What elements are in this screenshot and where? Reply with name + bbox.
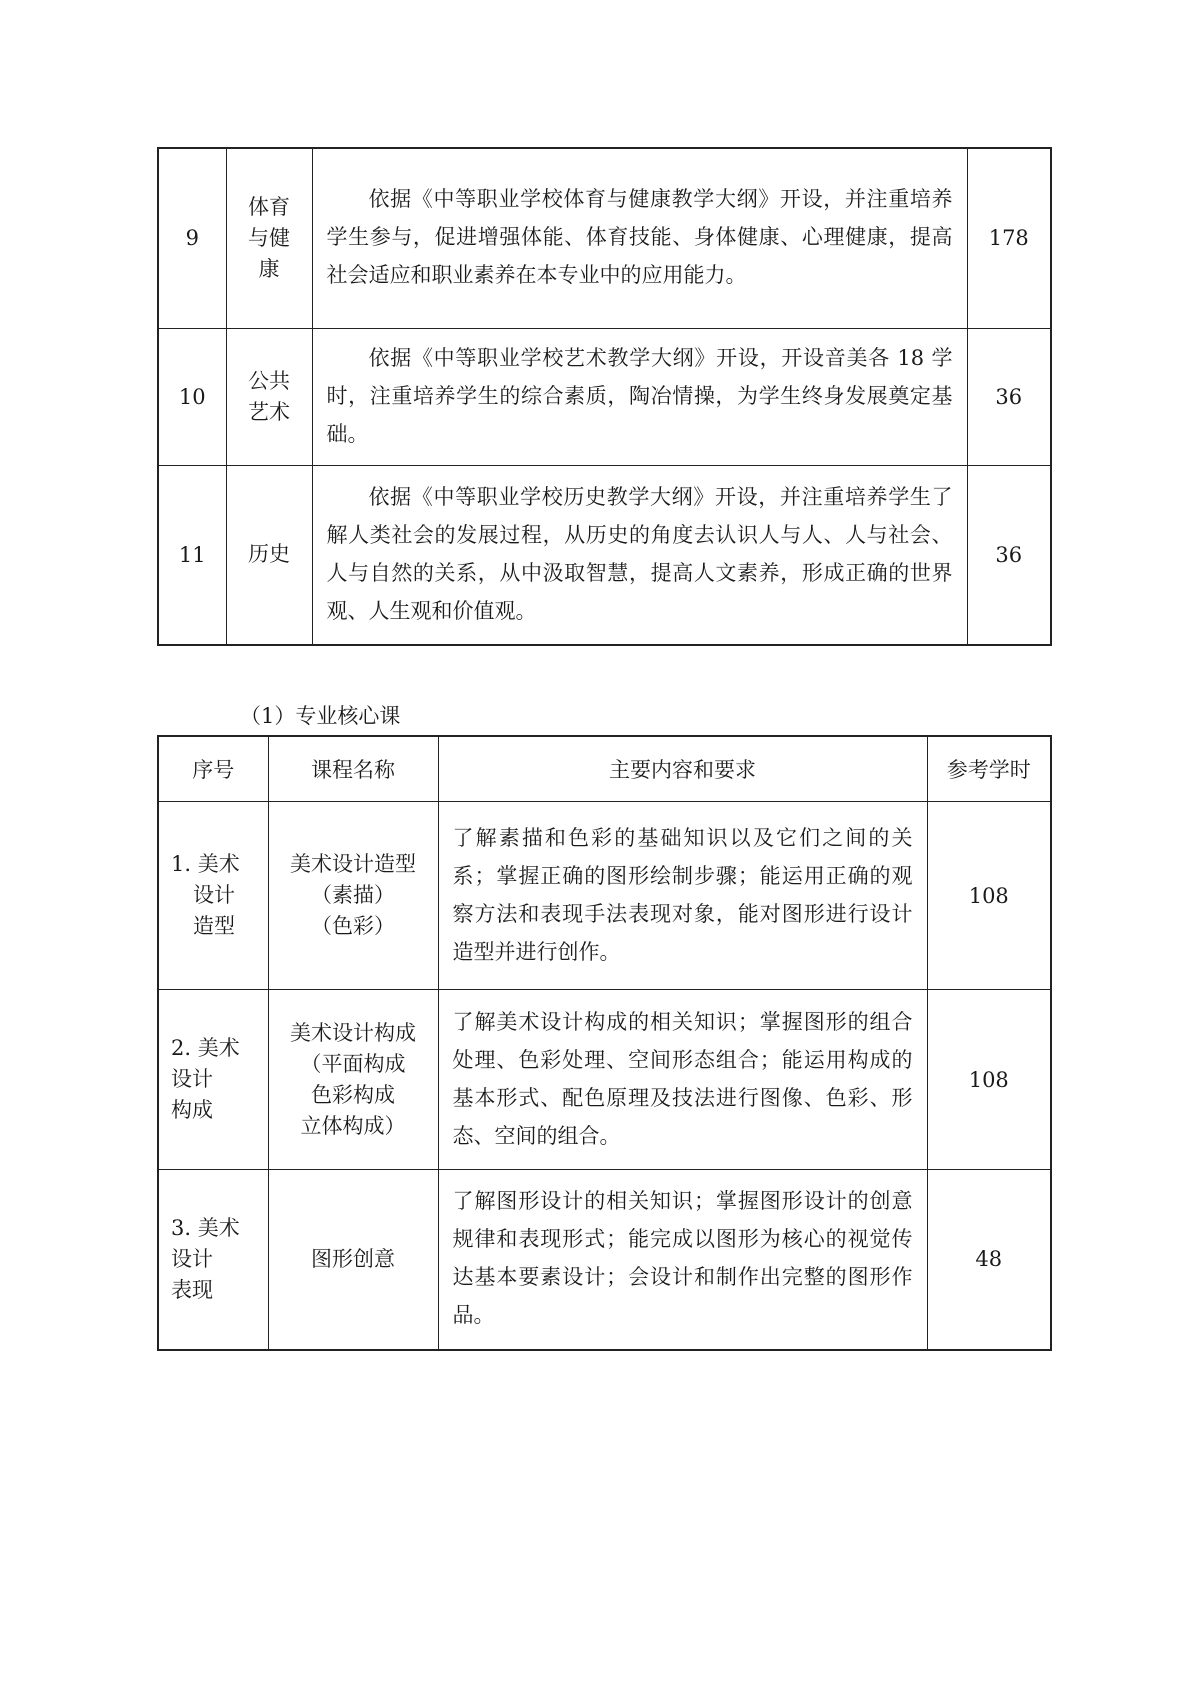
course-description: 了解图形设计的相关知识；掌握图形设计的创意规律和表现形式；能完成以图形为核心的视觉传达基本要素设计；会设计和制作出完整的图形作品。	[438, 1170, 927, 1350]
table-row	[158, 1170, 1051, 1350]
course-hours: 178	[967, 148, 1051, 328]
row-seq: 3. 美术 设计 表现	[158, 1170, 268, 1350]
table-row	[158, 465, 1051, 645]
section-heading: （1）专业核心课	[240, 704, 401, 728]
course-name: 体育 与健 康	[226, 148, 312, 328]
course-hours: 108	[927, 802, 1051, 990]
row-seq: 11	[158, 465, 226, 645]
header-name: 课程名称	[268, 736, 438, 802]
row-seq: 1. 美术 设计 造型	[158, 802, 268, 990]
course-name: 美术设计构成 （平面构成 色彩构成 立体构成）	[268, 990, 438, 1170]
course-hours: 108	[927, 990, 1051, 1170]
course-description: 了解素描和色彩的基础知识以及它们之间的关系；掌握正确的图形绘制步骤；能运用正确的观察方法和表现手法表现对象，能对图形进行设计造型并进行创作。	[438, 802, 927, 990]
row-seq: 2. 美术 设计 构成	[158, 990, 268, 1170]
row-seq: 10	[158, 328, 226, 465]
course-description: 依据《中等职业学校艺术教学大纲》开设，开设音美各 18 学时，注重培养学生的综合素质，陶冶情操，为学生终身发展奠定基础。	[312, 328, 967, 465]
course-description: 依据《中等职业学校历史教学大纲》开设，并注重培养学生了解人类社会的发展过程，从历史的角度去认识人与人、人与社会、人与自然的关系，从中汲取智慧，提高人文素养，形成正确的世界观、人生观和价值观。	[312, 465, 967, 645]
table-row	[158, 148, 1051, 328]
course-hours: 36	[967, 465, 1051, 645]
course-name: 美术设计造型 （素描） （色彩）	[268, 802, 438, 990]
public-courses-table	[157, 147, 1052, 646]
table-header-row	[158, 736, 1051, 802]
table-row	[158, 802, 1051, 990]
table-row	[158, 990, 1051, 1170]
header-content: 主要内容和要求	[438, 736, 927, 802]
course-description: 了解美术设计构成的相关知识；掌握图形的组合处理、色彩处理、空间形态组合；能运用构成的基本形式、配色原理及技法进行图像、色彩、形态、空间的组合。	[438, 990, 927, 1170]
course-description: 依据《中等职业学校体育与健康教学大纲》开设，并注重培养学生参与，促进增强体能、体育技能、身体健康、心理健康，提高社会适应和职业素养在本专业中的应用能力。	[312, 148, 967, 328]
row-seq: 9	[158, 148, 226, 328]
course-name: 图形创意	[268, 1170, 438, 1350]
course-hours: 36	[967, 328, 1051, 465]
header-seq: 序号	[158, 736, 268, 802]
header-hours: 参考学时	[927, 736, 1051, 802]
course-hours: 48	[927, 1170, 1051, 1350]
course-name: 公共 艺术	[226, 328, 312, 465]
core-courses-table	[157, 735, 1052, 1351]
table-row	[158, 328, 1051, 465]
course-name: 历史	[226, 465, 312, 645]
